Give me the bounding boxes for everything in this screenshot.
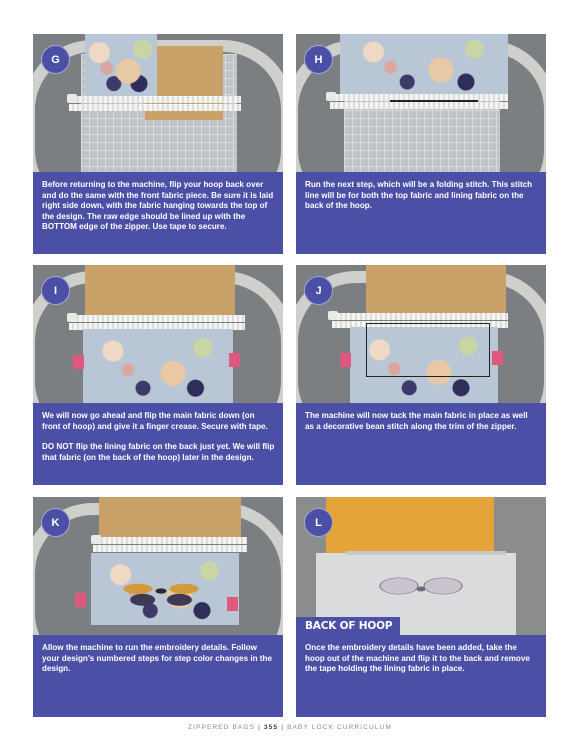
step-badge-g: G — [41, 45, 70, 74]
page-number: 355 — [263, 724, 279, 731]
tape — [73, 355, 84, 369]
step-caption-j — [296, 403, 546, 485]
step-caption-g — [33, 172, 283, 254]
step-panel-i — [33, 265, 283, 485]
zipper-back — [346, 551, 506, 555]
tape — [227, 597, 238, 611]
backing-fabric — [366, 265, 506, 317]
step-photo-g — [33, 34, 283, 172]
step-badge-h: H — [304, 45, 333, 74]
caption-text: Once the embroidery details have been added, take the hoop out of the machine and flip it to the back and remove the tape holding the lining fabric in place. — [305, 643, 530, 674]
tape — [492, 351, 503, 365]
step-badge-j: J — [304, 276, 333, 305]
stitch-line — [143, 96, 217, 97]
backing-fabric — [99, 497, 241, 539]
zipper — [93, 537, 247, 544]
embroidered-butterfly — [115, 569, 207, 613]
backing-fabric — [85, 265, 235, 317]
step-caption-h — [296, 172, 546, 254]
caption-text: Run the next step, which will be a folding stitch. This stitch line will be for both the top fabric and lining fabric on the back of the hoop. — [305, 180, 533, 211]
zipper — [332, 313, 508, 320]
page-footer — [0, 724, 580, 731]
step-panel-l — [296, 497, 546, 717]
step-caption-l — [296, 635, 546, 717]
step-badge-k: K — [41, 508, 70, 537]
footer-separator: | — [281, 724, 285, 731]
stitch-line — [143, 104, 217, 105]
caption-text: Allow the machine to run the embroidery details. Follow your design's numbered steps for step color changes in the design. — [42, 643, 272, 674]
tape — [229, 353, 240, 367]
step-caption-k — [33, 635, 283, 717]
step-photo-l — [296, 497, 546, 635]
zipper — [69, 315, 245, 322]
step-panel-j — [296, 265, 546, 485]
back-of-hoop-label: BACK OF HOOP — [296, 617, 400, 635]
main-fabric — [83, 329, 233, 403]
step-photo-j — [296, 265, 546, 403]
zipper-pull — [67, 94, 77, 103]
tack-stitch-box — [366, 323, 490, 377]
zipper-pull — [67, 313, 77, 322]
zipper — [69, 96, 241, 103]
step-photo-h — [296, 34, 546, 172]
step-badge-l: L — [304, 508, 333, 537]
footer-publisher: BABY LOCK CURRICULUM — [287, 724, 392, 731]
step-caption-i — [33, 403, 283, 485]
zipper-pull — [326, 92, 336, 101]
zipper-pull — [328, 311, 338, 320]
tape — [75, 593, 86, 607]
front-fabric — [340, 34, 508, 94]
step-badge-i: I — [41, 276, 70, 305]
step-panel-h — [296, 34, 546, 254]
footer-separator: | — [258, 724, 261, 731]
lining-fabric — [326, 497, 494, 553]
step-panel-g — [33, 34, 283, 254]
fold-stitch-line — [390, 100, 478, 102]
caption-text: Before returning to the machine, flip your hoop back over and do the same with the front fabric piece. Be sure it is laid right side down, with the fabric hanging towards the top of the design. The raw edge should be lined up with the BOTTOM edge of the zipper. Use tape to secure. — [42, 180, 274, 232]
caption-text: We will now go ahead and flip the main fabric down (on front of hoop) and give it a finger crease. Secure with tape. — [42, 411, 268, 431]
caption-text: The machine will now tack the main fabric in place as well as a decorative bean stitch along the trim of the zipper. — [305, 411, 528, 431]
caption-text: DO NOT flip the lining fabric on the back just yet. We will flip that fabric (on the back of the hoop) later in the design. — [42, 442, 275, 462]
zipper-lower — [93, 545, 247, 552]
step-photo-k — [33, 497, 283, 635]
step-panel-k — [33, 497, 283, 717]
front-fabric — [85, 34, 157, 96]
step-photo-i — [33, 265, 283, 403]
zipper-lower — [330, 102, 508, 109]
tape — [340, 353, 351, 367]
zipper-pull — [91, 535, 101, 544]
embroidery-back-butterfly — [366, 559, 476, 619]
zipper-lower — [69, 104, 241, 111]
footer-section: ZIPPERED BAGS — [188, 724, 256, 731]
